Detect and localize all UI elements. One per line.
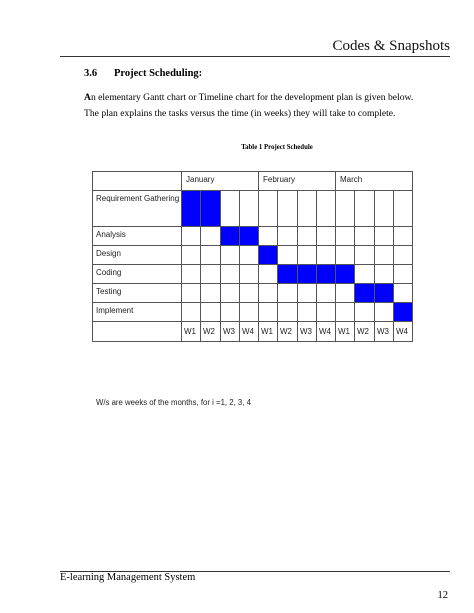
month-header-february: February: [259, 172, 336, 191]
page-number: 12: [437, 590, 448, 601]
week-label: W2: [278, 322, 298, 342]
schedule-empty-cell: [394, 265, 413, 284]
schedule-empty-cell: [317, 303, 336, 322]
week-row-blank-cell: [93, 322, 182, 342]
schedule-empty-cell: [375, 303, 394, 322]
schedule-empty-cell: [240, 246, 259, 265]
schedule-empty-cell: [375, 191, 394, 227]
schedule-bar-cell: [336, 265, 355, 284]
schedule-empty-cell: [317, 191, 336, 227]
month-header-january: January: [182, 172, 259, 191]
schedule-empty-cell: [278, 284, 298, 303]
schedule-empty-cell: [355, 227, 375, 246]
week-label: W1: [182, 322, 201, 342]
footer-text: E-learning Management System: [60, 572, 196, 583]
schedule-empty-cell: [182, 265, 201, 284]
schedule-empty-cell: [394, 191, 413, 227]
task-label: Testing: [93, 284, 182, 303]
schedule-empty-cell: [240, 284, 259, 303]
section-number: 3.6: [84, 68, 98, 79]
gantt-chart-table: [92, 171, 413, 342]
schedule-bar-cell: [221, 227, 240, 246]
task-label: Implement: [93, 303, 182, 322]
schedule-empty-cell: [317, 246, 336, 265]
schedule-empty-cell: [259, 191, 278, 227]
task-row: [93, 303, 413, 322]
schedule-empty-cell: [201, 303, 221, 322]
schedule-empty-cell: [201, 284, 221, 303]
schedule-empty-cell: [221, 246, 240, 265]
schedule-empty-cell: [394, 284, 413, 303]
schedule-bar-cell: [355, 284, 375, 303]
schedule-empty-cell: [259, 265, 278, 284]
schedule-empty-cell: [317, 284, 336, 303]
schedule-empty-cell: [201, 246, 221, 265]
schedule-empty-cell: [221, 191, 240, 227]
week-label: W2: [355, 322, 375, 342]
week-label: W1: [336, 322, 355, 342]
schedule-empty-cell: [355, 265, 375, 284]
schedule-empty-cell: [355, 246, 375, 265]
section-heading: [84, 68, 202, 79]
week-label: W3: [221, 322, 240, 342]
schedule-bar-cell: [201, 191, 221, 227]
schedule-bar-cell: [240, 227, 259, 246]
schedule-empty-cell: [221, 303, 240, 322]
month-header-march: March: [336, 172, 413, 191]
header-blank-cell: [93, 172, 182, 191]
week-label-row: [93, 322, 413, 342]
schedule-bar-cell: [182, 191, 201, 227]
schedule-empty-cell: [182, 227, 201, 246]
schedule-empty-cell: [240, 191, 259, 227]
schedule-empty-cell: [336, 303, 355, 322]
header-rule: [60, 56, 450, 57]
schedule-empty-cell: [201, 265, 221, 284]
schedule-empty-cell: [221, 265, 240, 284]
schedule-empty-cell: [394, 227, 413, 246]
task-row: [93, 246, 413, 265]
schedule-empty-cell: [298, 227, 317, 246]
drop-letter: A: [84, 92, 91, 103]
week-label: W4: [240, 322, 259, 342]
section-title: Project Scheduling:: [114, 68, 203, 79]
schedule-empty-cell: [336, 227, 355, 246]
schedule-empty-cell: [259, 284, 278, 303]
schedule-empty-cell: [278, 246, 298, 265]
table-caption: Table 1 Project Schedule: [241, 144, 313, 151]
schedule-empty-cell: [375, 246, 394, 265]
task-label: Design: [93, 246, 182, 265]
week-label: W4: [317, 322, 336, 342]
schedule-bar-cell: [278, 265, 298, 284]
task-label: Analysis: [93, 227, 182, 246]
schedule-bar-cell: [259, 246, 278, 265]
week-label: W3: [375, 322, 394, 342]
schedule-empty-cell: [240, 265, 259, 284]
schedule-empty-cell: [317, 227, 336, 246]
month-header-row: [93, 172, 413, 191]
schedule-empty-cell: [375, 227, 394, 246]
schedule-empty-cell: [182, 303, 201, 322]
task-row: [93, 227, 413, 246]
week-label: W1: [259, 322, 278, 342]
task-label: Requirement Gathering: [93, 191, 182, 227]
task-row: [93, 265, 413, 284]
schedule-empty-cell: [259, 227, 278, 246]
schedule-empty-cell: [259, 303, 278, 322]
schedule-empty-cell: [355, 303, 375, 322]
schedule-empty-cell: [182, 246, 201, 265]
task-row: [93, 284, 413, 303]
schedule-empty-cell: [375, 265, 394, 284]
schedule-empty-cell: [278, 227, 298, 246]
schedule-bar-cell: [375, 284, 394, 303]
schedule-empty-cell: [298, 246, 317, 265]
schedule-empty-cell: [394, 246, 413, 265]
schedule-bar-cell: [394, 303, 413, 322]
body-paragraph: [84, 90, 424, 121]
week-label: W3: [298, 322, 317, 342]
task-row: [93, 191, 413, 227]
schedule-empty-cell: [298, 303, 317, 322]
week-note: W/s are weeks of the months, for i =1, 2, 3, 4: [96, 398, 251, 407]
schedule-empty-cell: [182, 284, 201, 303]
schedule-empty-cell: [221, 284, 240, 303]
schedule-empty-cell: [240, 303, 259, 322]
schedule-empty-cell: [298, 191, 317, 227]
schedule-empty-cell: [278, 303, 298, 322]
week-label: W2: [201, 322, 221, 342]
schedule-empty-cell: [336, 246, 355, 265]
paragraph-text: n elementary Gantt chart or Timeline chart for the development plan is given below. The plan explains the tasks versus the time (in weeks) they will take to complete.: [84, 92, 414, 119]
schedule-empty-cell: [201, 227, 221, 246]
schedule-empty-cell: [278, 191, 298, 227]
schedule-empty-cell: [355, 191, 375, 227]
schedule-bar-cell: [317, 265, 336, 284]
task-label: Coding: [93, 265, 182, 284]
header-title: Codes & Snapshots: [332, 38, 450, 54]
schedule-empty-cell: [336, 191, 355, 227]
schedule-bar-cell: [298, 265, 317, 284]
schedule-empty-cell: [336, 284, 355, 303]
schedule-empty-cell: [298, 284, 317, 303]
week-label: W4: [394, 322, 413, 342]
